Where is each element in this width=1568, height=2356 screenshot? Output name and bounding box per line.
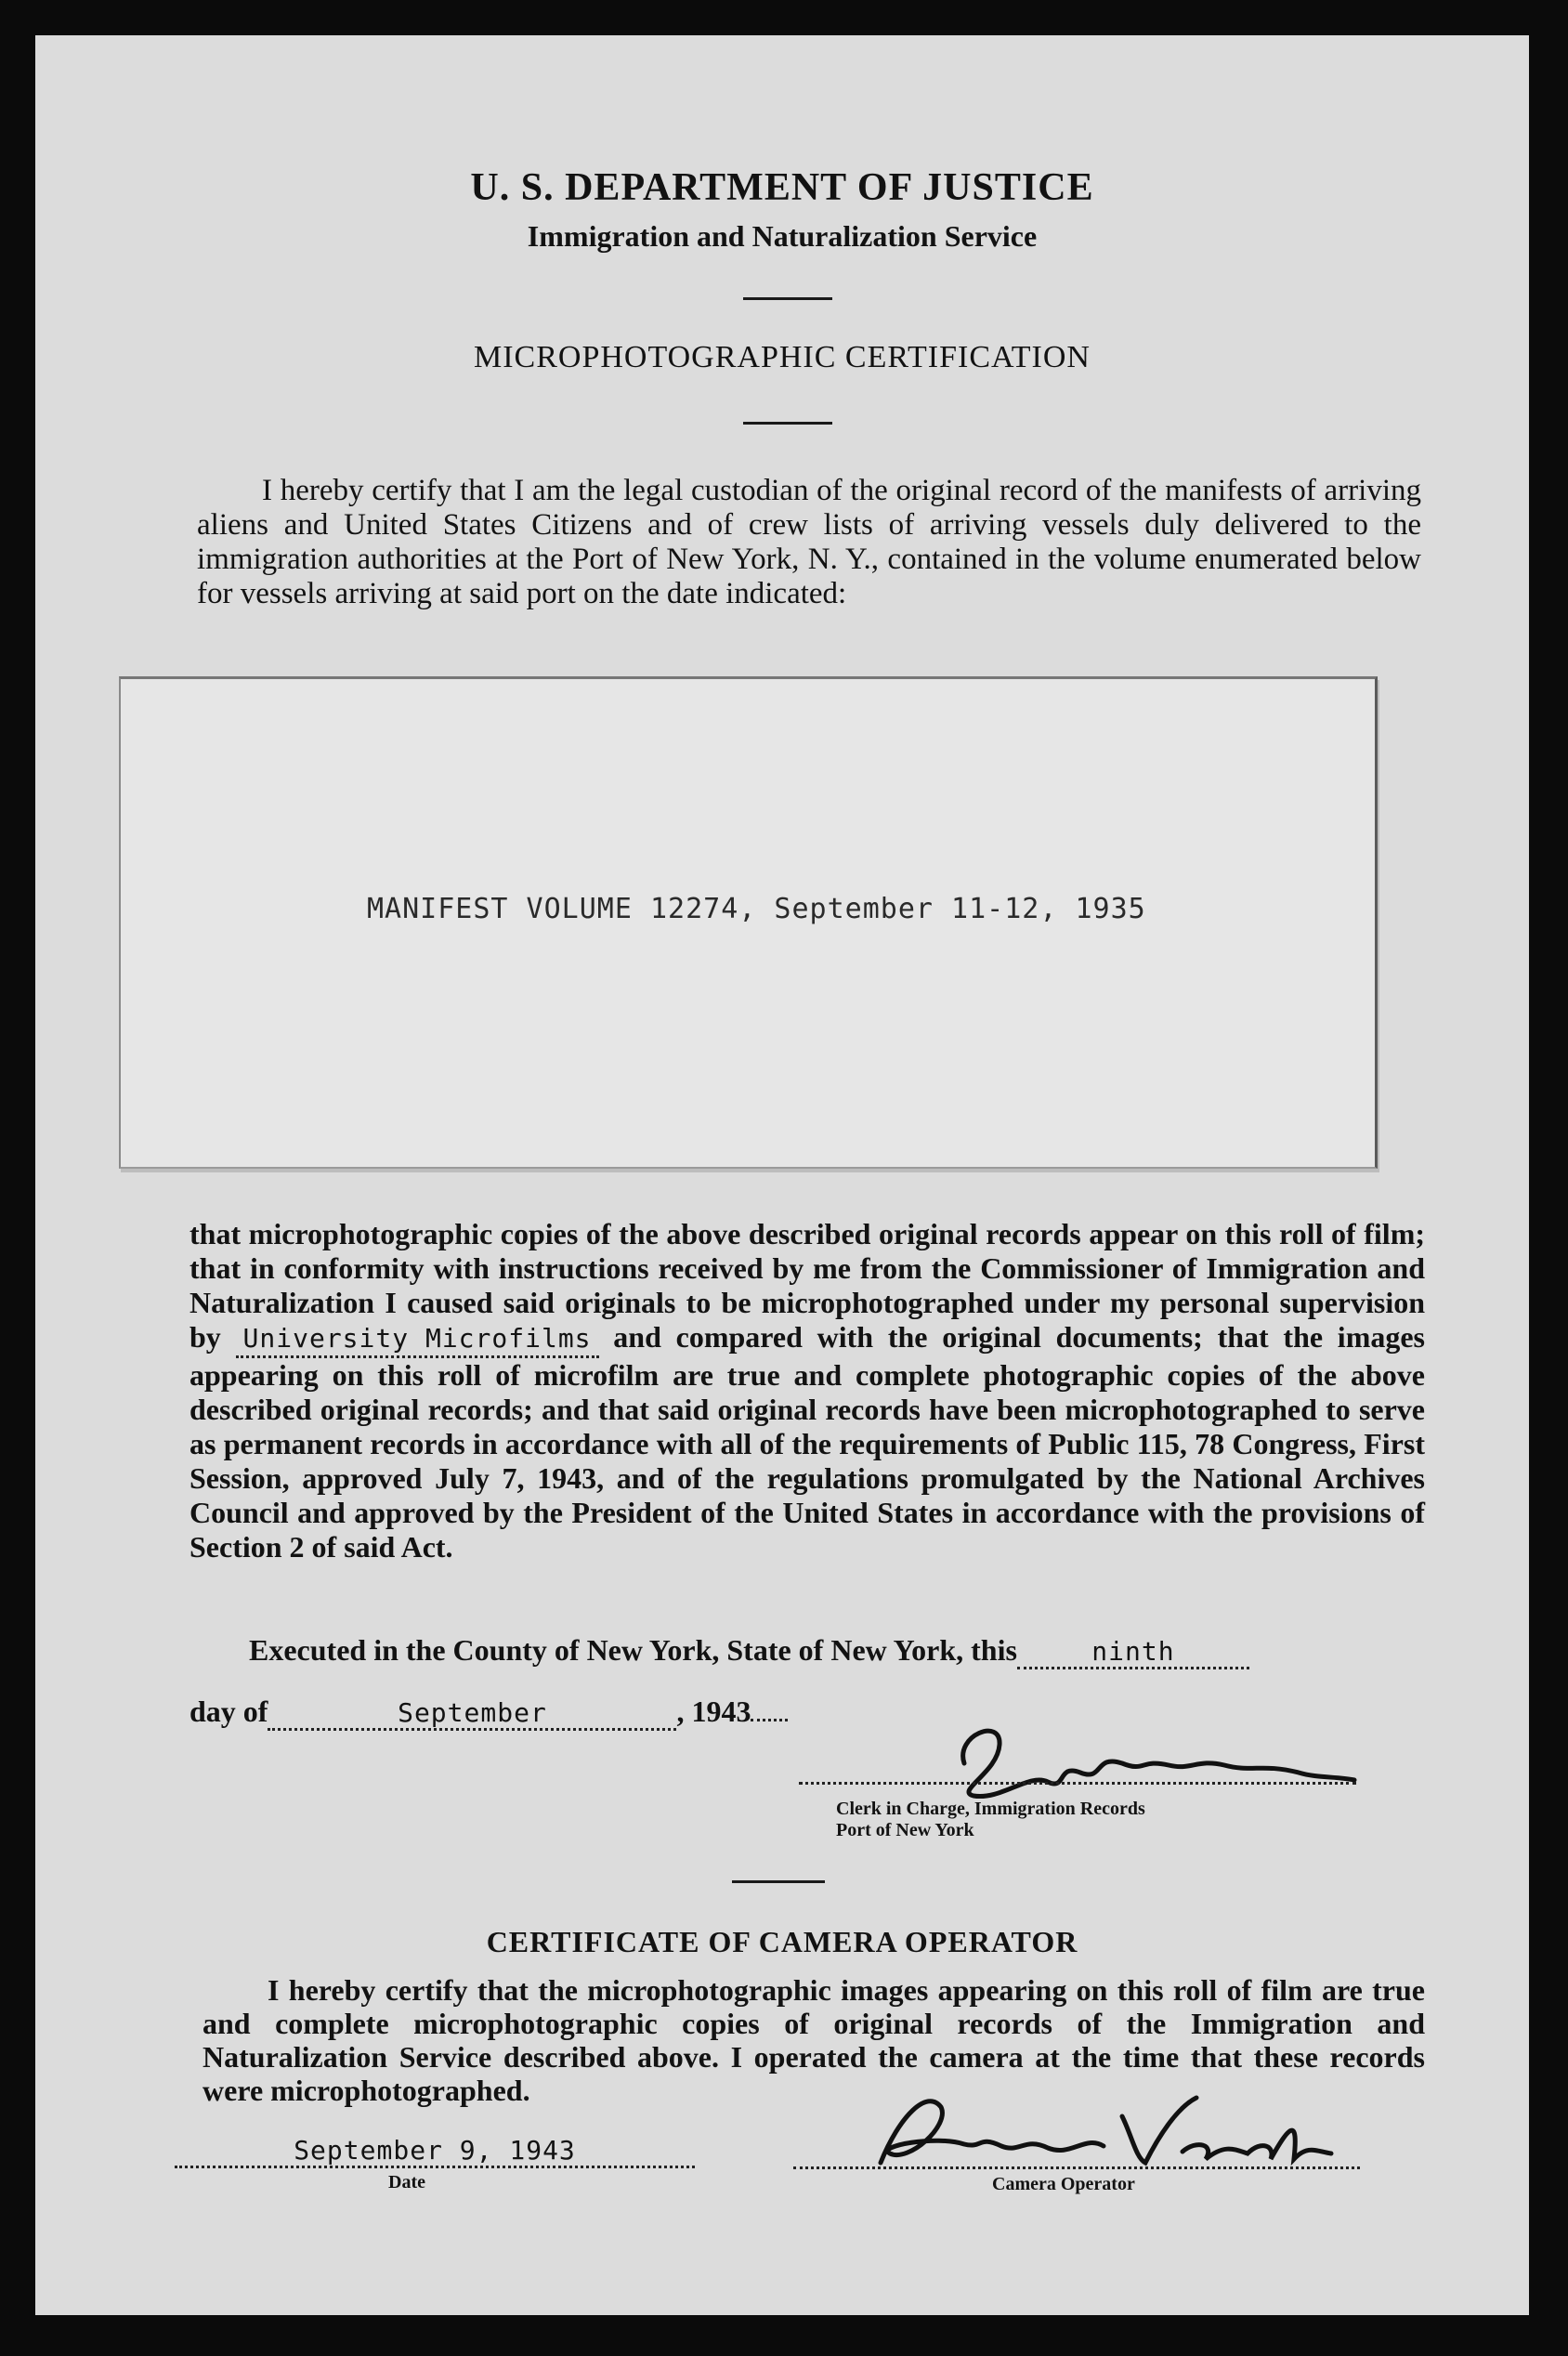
department-title: U. S. DEPARTMENT OF JUSTICE <box>470 166 1094 209</box>
body-part-1: that microphotographic copies of the above described original records appear on this roll of film; that in conformity with instructions received by me from the Commissioner of Immigration and Naturalization I caused said originals to be microphotographed under my personal supervision by <box>189 1217 1425 1354</box>
clerk-signature-line <box>799 1782 1356 1785</box>
clerk-title <box>836 1799 1145 1841</box>
manifest-slip <box>119 676 1378 1169</box>
supervisor-name: University Microfilms <box>236 1321 599 1358</box>
operator-signature-line <box>793 2166 1360 2169</box>
camera-operator-label: Camera Operator <box>992 2174 1135 2194</box>
divider <box>743 297 832 300</box>
divider <box>743 422 832 425</box>
clerk-title-line-2: Port of New York <box>836 1820 974 1840</box>
executed-year: , 1943 <box>676 1695 751 1728</box>
intro-text: I hereby certify that I am the legal custodian of the original record of the manifests of arriving aliens and United States Citizens and of crew lists of arriving vessels duly delivered to the immigration authorities at the Port of New York, N. Y., contained in the volume enumerated below for vessels arriving at said port on the date indicated: <box>197 474 1421 610</box>
divider <box>732 1880 825 1883</box>
certification-title: MICROPHOTOGRAPHIC CERTIFICATION <box>473 340 1091 374</box>
executed-month: September <box>268 1697 676 1731</box>
camera-date-value: September 9, 1943 <box>294 2135 576 2166</box>
certificate-page <box>35 35 1529 2315</box>
camera-certificate-title: CERTIFICATE OF CAMERA OPERATOR <box>486 1925 1078 1958</box>
day-of-line <box>189 1695 788 1731</box>
camera-text: I hereby certify that the microphotographic images appearing on this roll of film are true and complete microphotographic copies of original records of the Immigration and Naturalization Service described above. I operated the camera at the time that these records were microphotographed. <box>203 1973 1425 2107</box>
day-of-label: day of <box>189 1695 268 1728</box>
clerk-title-line-1: Clerk in Charge, Immigration Records <box>836 1799 1145 1819</box>
certification-body <box>189 1217 1425 1564</box>
service-subtitle: Immigration and Naturalization Service <box>527 219 1038 253</box>
body-text <box>189 1217 1425 1564</box>
manifest-volume-text: MANIFEST VOLUME 12274, September 11-12, 1935 <box>367 893 1146 925</box>
date-field <box>175 2135 695 2168</box>
executed-line <box>249 1633 1249 1669</box>
executed-prefix: Executed in the County of New York, State of New York, this <box>249 1633 1017 1667</box>
intro-paragraph <box>197 474 1421 611</box>
date-label: Date <box>388 2172 425 2192</box>
executed-day: ninth <box>1017 1636 1249 1669</box>
body-part-2: and compared with the original documents; that the images appearing on this roll of microfilm are true and complete photographic copies of the above described original records; and that said original records have been microphotographed to serve as permanent records in accordance with all of the requirements of Public 115, 78 Congress, First Session, approved July 7, 1943, and of the regulations promulgated by the National Archives Council and approved by the President of the United States in accordance with the provisions of Section 2 of said Act. <box>189 1320 1425 1564</box>
